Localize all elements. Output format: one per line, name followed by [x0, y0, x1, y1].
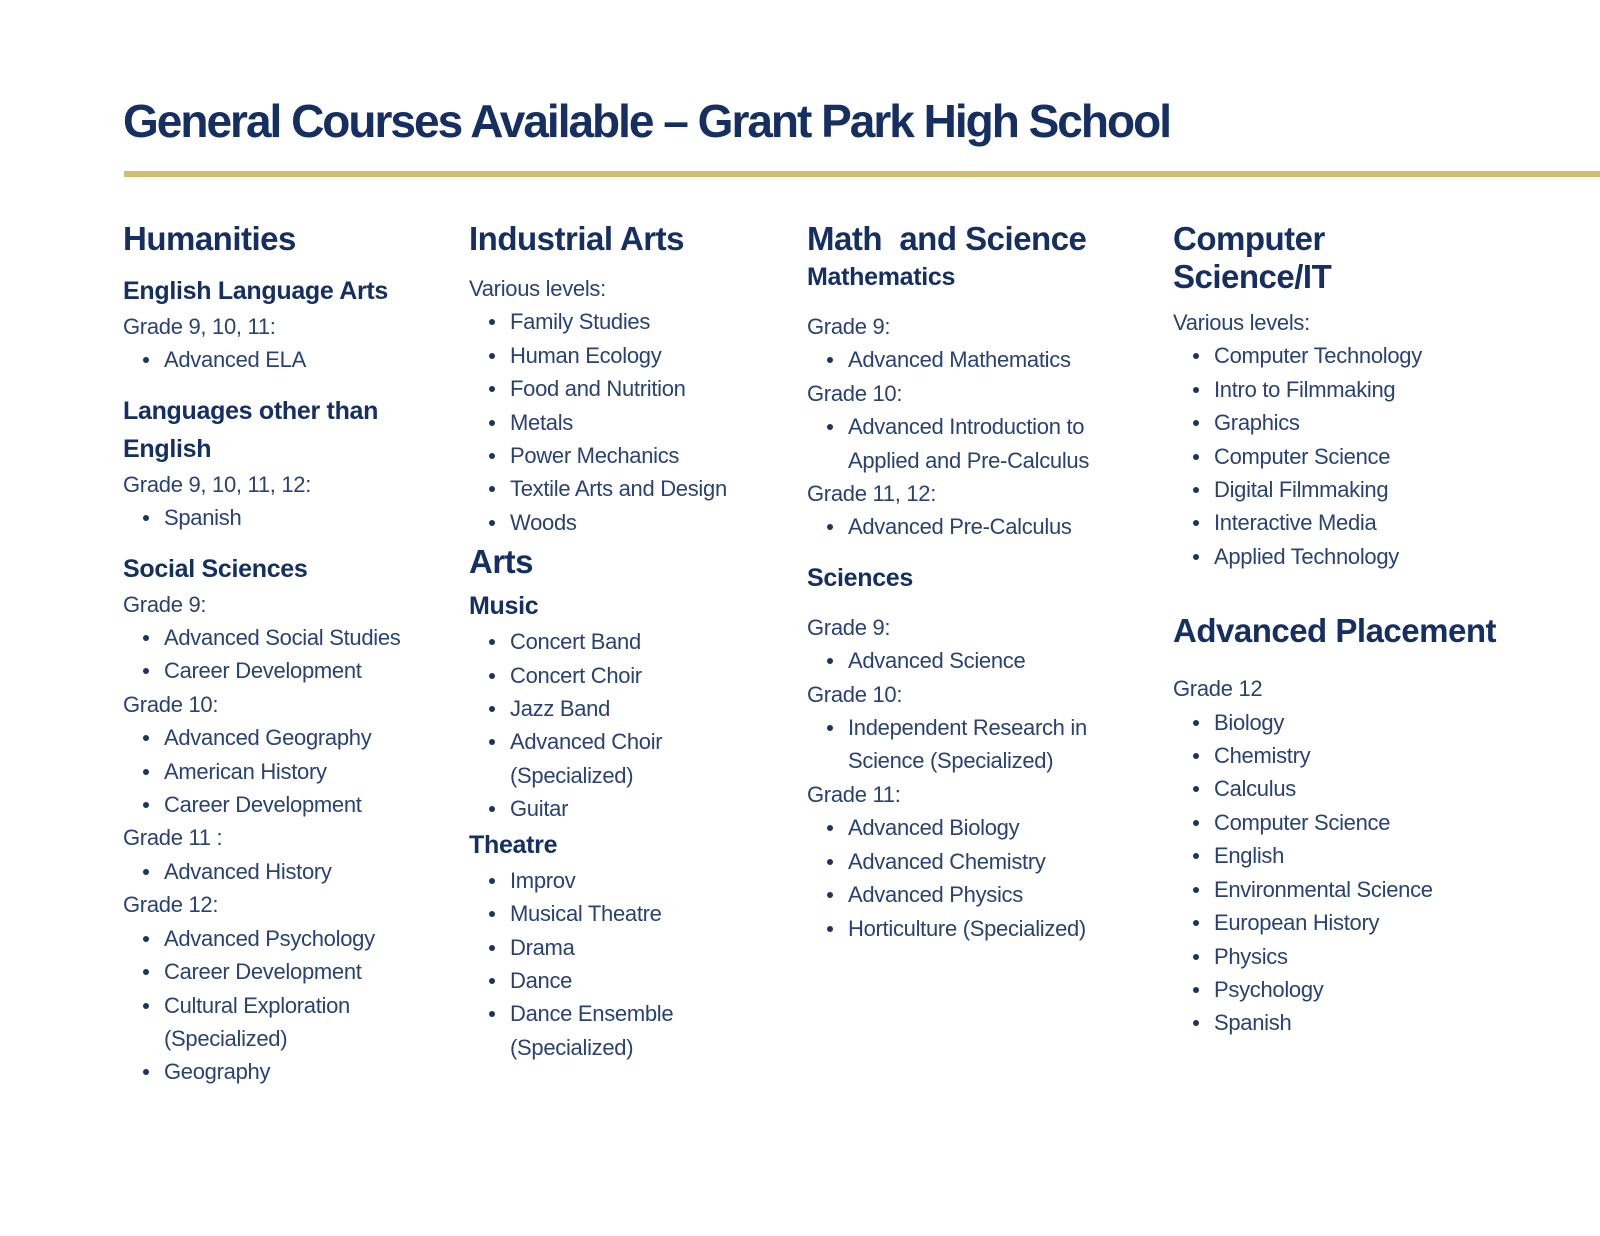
list-item: Biology	[1173, 706, 1593, 739]
grade-label: Grade 10:	[123, 691, 219, 717]
list-item: Advanced Social Studies	[123, 621, 453, 654]
languages-heading-line1: Languages other than	[123, 396, 379, 425]
math-science-heading: Math and Science	[807, 220, 1087, 257]
list-item: Career Development	[123, 788, 453, 821]
list-item: Textile Arts and Design	[469, 472, 789, 505]
ela-list	[123, 343, 453, 376]
list-item: Metals	[469, 406, 789, 439]
mathematics-heading: Mathematics	[807, 263, 956, 291]
list-item: Cultural Exploration	[123, 989, 453, 1022]
math-g1112-list	[807, 510, 1167, 543]
list-item: Improv	[469, 864, 789, 897]
math-science-column	[807, 220, 1167, 945]
industrial-intro: Various levels:	[469, 276, 606, 301]
social-g10-list	[123, 721, 453, 821]
list-item: Advanced Physics	[807, 878, 1167, 911]
grade-label: Grade 12:	[123, 892, 219, 918]
list-item: Power Mechanics	[469, 439, 789, 472]
music-heading: Music	[469, 592, 539, 621]
list-item: Geography	[123, 1055, 453, 1088]
list-item: Advanced Mathematics	[807, 343, 1167, 376]
grade-label: Grade 11:	[807, 781, 901, 807]
list-item: Advanced ELA	[123, 343, 453, 376]
list-item: Family Studies	[469, 305, 789, 338]
theatre-list	[469, 864, 789, 1031]
math-g9-list	[807, 343, 1167, 376]
list-item: Spanish	[1173, 1006, 1593, 1039]
list-item: Woods	[469, 506, 789, 539]
music-list	[469, 625, 789, 759]
sciences-heading: Sciences	[807, 563, 914, 592]
social-sciences-heading: Social Sciences	[123, 554, 308, 583]
languages-heading-line2: English	[123, 434, 212, 463]
list-item: Dance	[469, 964, 789, 997]
list-item: Applied Technology	[1173, 540, 1593, 573]
industrial-list	[469, 305, 789, 539]
list-item-continuation: (Specialized)	[510, 762, 634, 788]
grade-label: Grade 11, 12:	[807, 481, 937, 507]
list-item: Environmental Science	[1173, 873, 1593, 906]
ela-heading: English Language Arts	[123, 277, 389, 305]
social-g11-list	[123, 855, 453, 888]
social-g12-list	[123, 922, 453, 1022]
list-item: Concert Band	[469, 625, 789, 658]
list-item-continuation: Applied and Pre-Calculus	[848, 447, 1090, 473]
list-item-continuation: (Specialized)	[510, 1034, 634, 1060]
humanities-column	[123, 220, 453, 1089]
ela-grade: Grade 9, 10, 11:	[123, 314, 276, 339]
cs-heading-line1: Computer	[1173, 220, 1325, 257]
industrial-arts-column	[469, 220, 789, 1064]
list-item: Computer Science	[1173, 440, 1593, 473]
list-item: Drama	[469, 931, 789, 964]
list-item: Chemistry	[1173, 739, 1593, 772]
list-item: Food and Nutrition	[469, 372, 789, 405]
list-item: Guitar	[469, 792, 789, 825]
list-item: Human Ecology	[469, 339, 789, 372]
list-item: English	[1173, 839, 1593, 872]
list-item-continuation: Science (Specialized)	[848, 748, 1054, 774]
list-item: Advanced Introduction to	[807, 410, 1167, 443]
list-item: Career Development	[123, 955, 453, 988]
industrial-arts-heading: Industrial Arts	[469, 220, 684, 257]
grade-label: Grade 9:	[807, 314, 891, 339]
list-item-continuation: (Specialized)	[164, 1025, 288, 1051]
page-title: General Courses Available – Grant Park High School	[123, 95, 1170, 147]
ap-grade: Grade 12	[1173, 676, 1263, 702]
list-item: Musical Theatre	[469, 897, 789, 930]
list-item: Advanced Geography	[123, 721, 453, 754]
list-item: Horticulture (Specialized)	[807, 912, 1167, 945]
sci-g10-list	[807, 711, 1167, 744]
list-item: Dance Ensemble	[469, 997, 789, 1030]
math-g10-list	[807, 410, 1167, 443]
arts-heading: Arts	[469, 543, 534, 581]
list-item: Computer Technology	[1173, 339, 1593, 372]
social-g9-list	[123, 621, 453, 688]
grade-label: Grade 9:	[807, 614, 891, 640]
grade-label: Grade 10:	[807, 380, 903, 406]
list-item: Advanced Biology	[807, 811, 1167, 844]
languages-list	[123, 501, 453, 534]
list-item: Advanced Chemistry	[807, 845, 1167, 878]
list-item: European History	[1173, 906, 1593, 939]
theatre-heading: Theatre	[469, 830, 558, 859]
list-item: Physics	[1173, 940, 1593, 973]
ap-list	[1173, 706, 1593, 1040]
humanities-heading: Humanities	[123, 220, 296, 257]
list-item: Independent Research in	[807, 711, 1167, 744]
cs-intro: Various levels:	[1173, 310, 1310, 335]
grade-label: Grade 10:	[807, 681, 903, 707]
languages-grade: Grade 9, 10, 11, 12:	[123, 471, 312, 497]
computer-science-column	[1173, 220, 1593, 1040]
list-item: Spanish	[123, 501, 453, 534]
list-item: Jazz Band	[469, 692, 789, 725]
list-item: Career Development	[123, 654, 453, 687]
grade-label: Grade 11 :	[123, 825, 223, 851]
music-list-cont	[469, 792, 789, 825]
gold-divider	[124, 171, 1600, 177]
list-item: Psychology	[1173, 973, 1593, 1006]
list-item: Graphics	[1173, 406, 1593, 439]
list-item: Advanced Pre-Calculus	[807, 510, 1167, 543]
ap-heading: Advanced Placement	[1173, 612, 1496, 650]
list-item: Computer Science	[1173, 806, 1593, 839]
list-item: Advanced Choir	[469, 725, 789, 758]
sci-g9-list	[807, 644, 1167, 677]
list-item: Calculus	[1173, 772, 1593, 805]
list-item: Advanced History	[123, 855, 453, 888]
list-item: Advanced Science	[807, 644, 1167, 677]
list-item: Digital Filmmaking	[1173, 473, 1593, 506]
list-item: Concert Choir	[469, 659, 789, 692]
list-item: Intro to Filmmaking	[1173, 373, 1593, 406]
cs-heading-line2: Science/IT	[1173, 258, 1332, 295]
social-g12-list-cont	[123, 1055, 453, 1088]
cs-list	[1173, 339, 1593, 573]
list-item: Advanced Psychology	[123, 922, 453, 955]
sci-g11-list	[807, 811, 1167, 945]
list-item: Interactive Media	[1173, 506, 1593, 539]
grade-label: Grade 9:	[123, 591, 207, 617]
list-item: American History	[123, 755, 453, 788]
